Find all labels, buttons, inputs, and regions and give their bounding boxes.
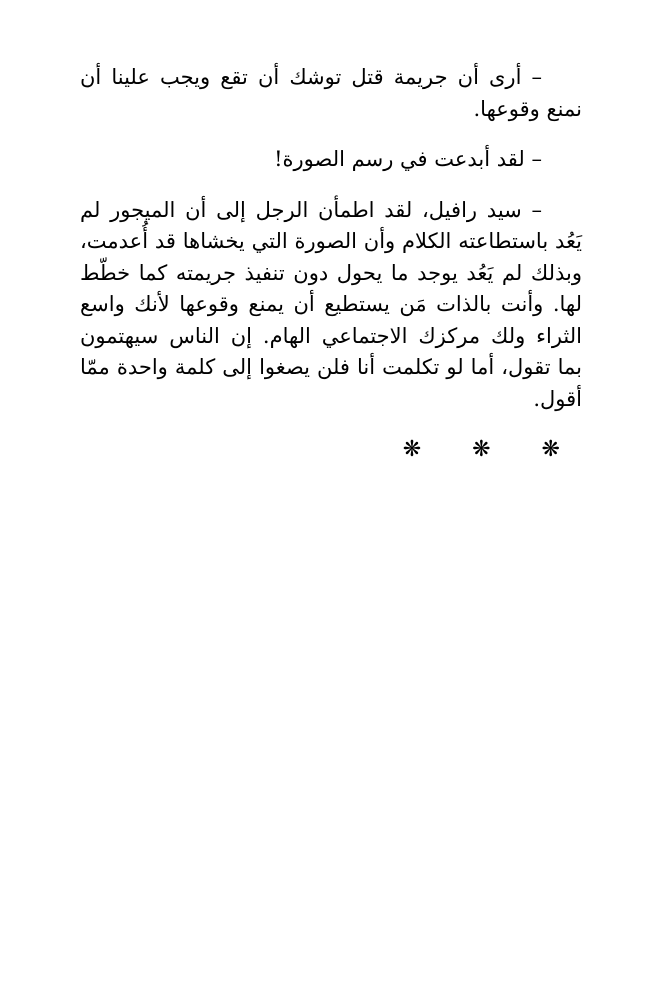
dialogue-paragraph-1: – أرى أن جريمة قتل توشك أن تقع ويجب علينا أن نمنع وقوعها. bbox=[80, 65, 582, 121]
dialogue-paragraph-3: – سيد رافيل، لقد اطمأن الرجل إلى أن الميجور لم يَعُد باستطاعته الكلام وأن الصورة التي يخشاها قد أُعدمت، وبذلك لم يَعُد يوجد ما يحول دون تنفيذ جريمته كما خطّط لها. وأنت بالذات مَن يستطيع أن يمنع وقوعها لأنك واسع الثراء ولك مركزك الاجتماعي الهام. إن الناس سيهتمون بما تقول، أما لو تكلمت أنا فلن يصغوا إلى كلمة واحدة ممّا أقول. bbox=[80, 197, 582, 411]
dialogue-paragraph-2: – لقد أبدعت في رسم الصورة! bbox=[274, 147, 542, 171]
section-separator: ❋ ❋ ❋ bbox=[402, 437, 582, 462]
text-body bbox=[80, 62, 582, 465]
